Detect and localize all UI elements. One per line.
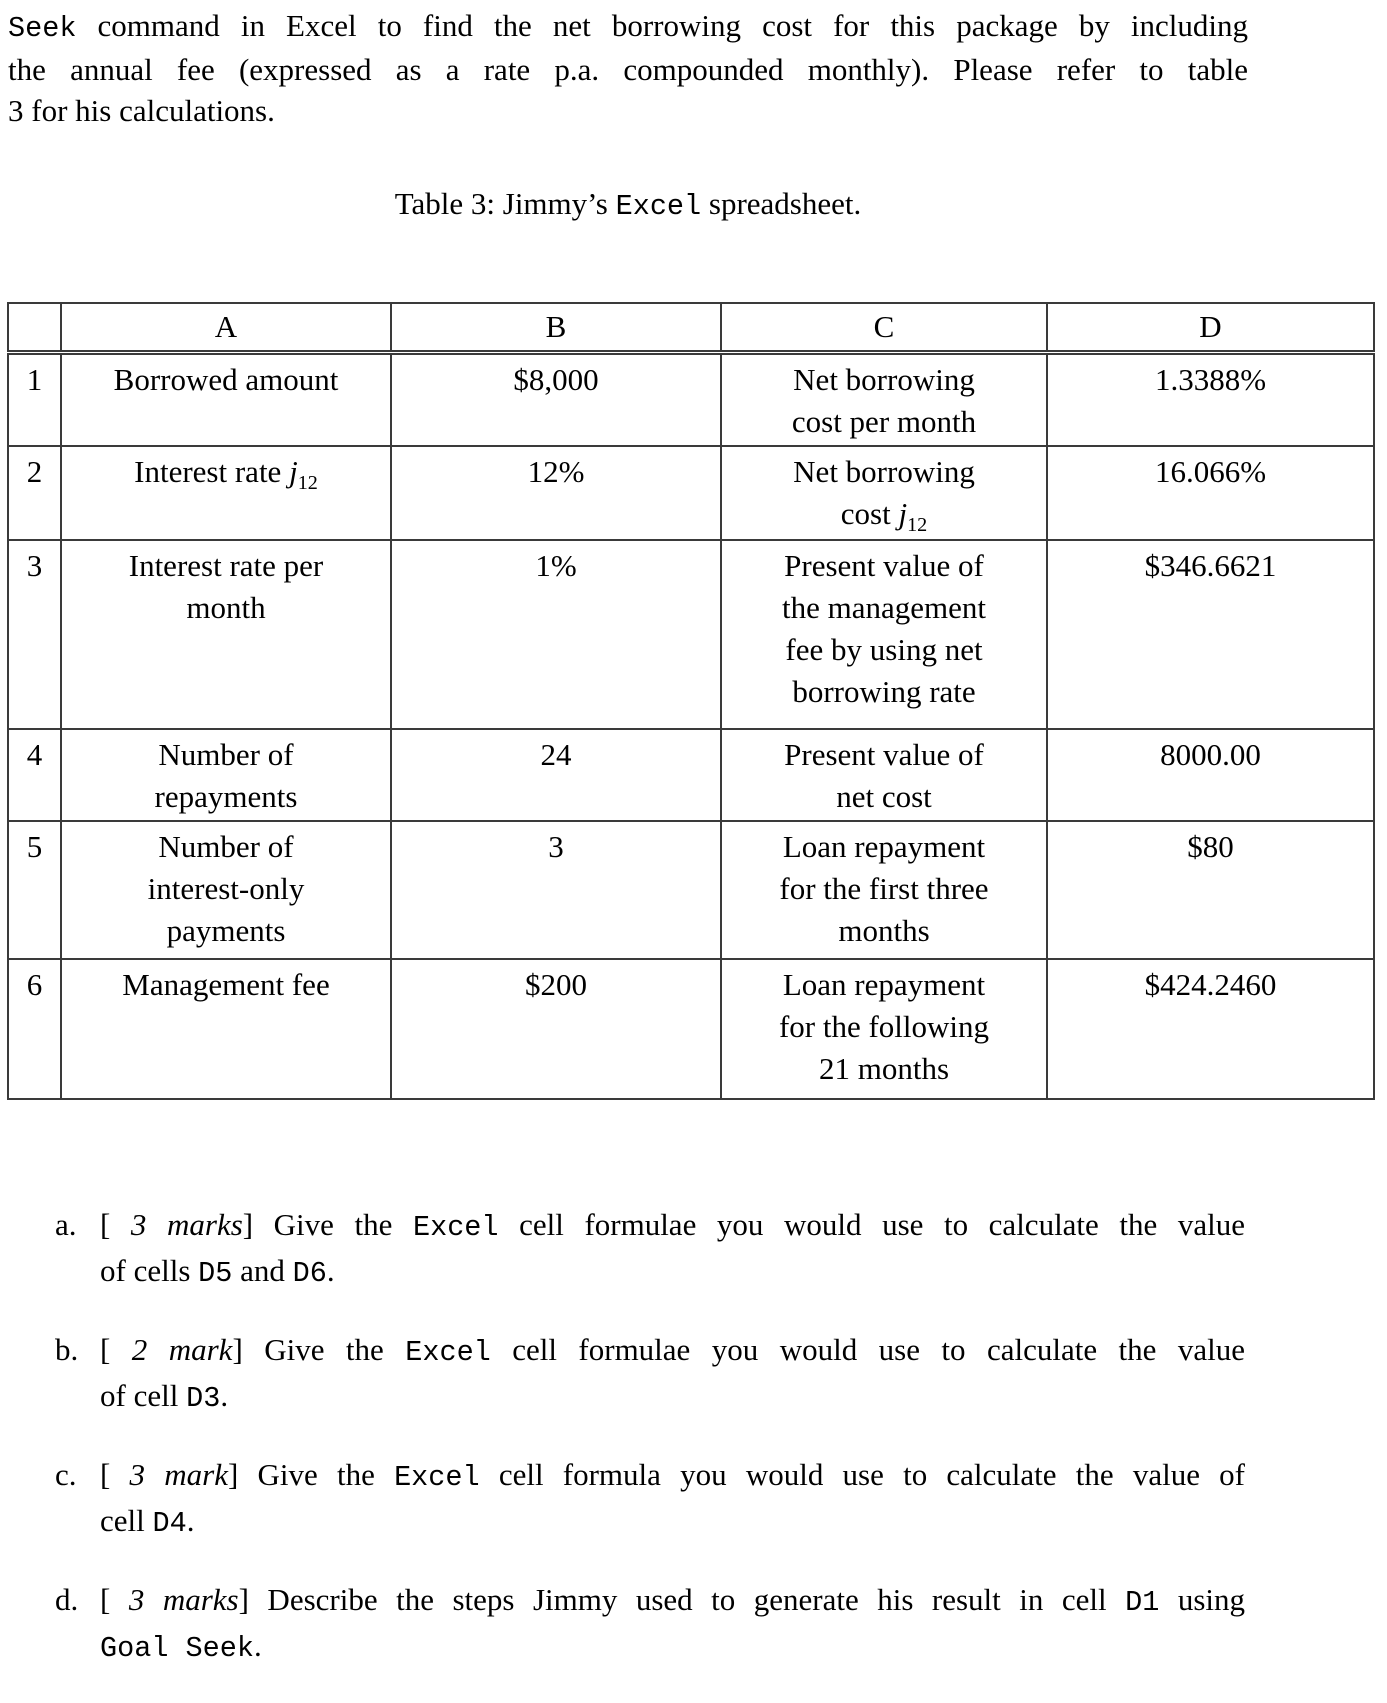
question-text: [ 3 mark] Give the Excel cell formula you would use to calculate the value of cell D4. <box>100 1457 1245 1540</box>
cell-D4: 8000.00 <box>1047 729 1374 821</box>
cell-A5: Number of interest-only payments <box>61 821 391 959</box>
table-row <box>8 959 1374 1099</box>
question-label: b. <box>55 1332 79 1367</box>
table-caption: Table 3: Jimmy’s Excel spreadsheet. <box>394 186 862 223</box>
table-row <box>8 446 1374 540</box>
table-row <box>8 540 1374 729</box>
cell-D2: 16.066% <box>1047 446 1374 540</box>
question-list <box>55 1203 1245 1703</box>
row-number: 3 <box>8 540 61 729</box>
row-number: 2 <box>8 446 61 540</box>
intro-paragraph: Seek command in Excel to find the net borrowing cost for this package by including the annual fee (expressed as a rate p.a. compounded monthly). Please refer to table 3 for his calculations. <box>8 8 1248 128</box>
cell-C5: Loan repayment for the first three months <box>721 821 1047 959</box>
cell-A1: Borrowed amount <box>61 353 391 447</box>
cell-B4: 24 <box>391 729 721 821</box>
question-label: d. <box>55 1582 79 1617</box>
question-item-c <box>55 1453 1245 1545</box>
cell-B3: 1% <box>391 540 721 729</box>
spreadsheet-table <box>7 302 1375 1100</box>
cell-A6: Management fee <box>61 959 391 1099</box>
corner-header-cell <box>8 303 61 353</box>
cell-B5: 3 <box>391 821 721 959</box>
row-number: 4 <box>8 729 61 821</box>
row-number: 5 <box>8 821 61 959</box>
cell-A3: Interest rate per month <box>61 540 391 729</box>
question-label: a. <box>55 1207 77 1242</box>
question-text: [ 2 mark] Give the Excel cell formulae you would use to calculate the value of cell D3. <box>100 1332 1245 1415</box>
column-header-D: D <box>1047 303 1374 353</box>
table-row <box>8 353 1374 447</box>
cell-B1: $8,000 <box>391 353 721 447</box>
cell-D1: 1.3388% <box>1047 353 1374 447</box>
cell-D5: $80 <box>1047 821 1374 959</box>
cell-D3: $346.6621 <box>1047 540 1374 729</box>
question-item-d <box>55 1578 1245 1670</box>
cell-D6: $424.2460 <box>1047 959 1374 1099</box>
cell-A2: Interest rate $j_{12}$ <box>61 446 391 540</box>
column-header-B: B <box>391 303 721 353</box>
column-header-A: A <box>61 303 391 353</box>
question-item-a <box>55 1203 1245 1295</box>
row-number: 6 <box>8 959 61 1099</box>
column-header-C: C <box>721 303 1047 353</box>
cell-C3: Present value of the management fee by using net borrowing rate <box>721 540 1047 729</box>
question-label: c. <box>55 1457 77 1492</box>
cell-C6: Loan repayment for the following 21 months <box>721 959 1047 1099</box>
cell-B6: $200 <box>391 959 721 1099</box>
question-text: [ 3 marks] Describe the steps Jimmy used to generate his result in cell D1 using Goal Seek. <box>100 1582 1246 1665</box>
question-text: [ 3 marks] Give the Excel cell formulae you would use to calculate the value of cells D5 and D6. <box>100 1207 1245 1290</box>
cell-C1: Net borrowing cost per month <box>721 353 1047 447</box>
cell-B2: 12% <box>391 446 721 540</box>
cell-C2: Net borrowing cost $j_{12}$ <box>721 446 1047 540</box>
question-item-b <box>55 1328 1245 1420</box>
table-row <box>8 821 1374 959</box>
row-number: 1 <box>8 353 61 447</box>
header-row <box>8 303 1374 353</box>
table-row <box>8 729 1374 821</box>
cell-A4: Number of repayments <box>61 729 391 821</box>
cell-C4: Present value of net cost <box>721 729 1047 821</box>
